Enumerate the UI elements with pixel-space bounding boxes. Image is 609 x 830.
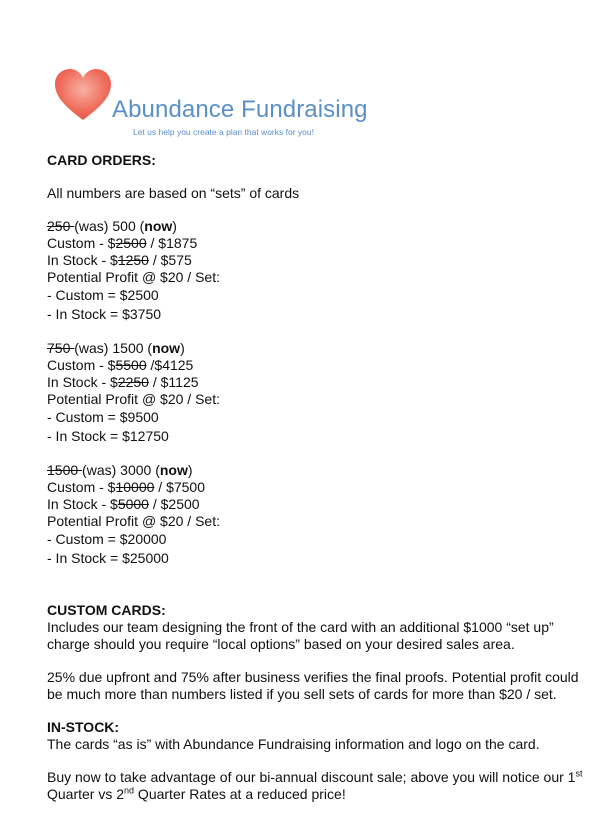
sale-note-part: Buy now to take advantage of our bi-annual discount sale; above you will notice our 1	[47, 769, 576, 785]
was-label: (was)	[74, 340, 113, 356]
brand-tagline: Let us help you create a plan that works for you!	[133, 127, 314, 137]
profit-label: Potential Profit @ $20 / Set:	[47, 391, 220, 407]
sale-note-part: Quarter vs 2	[47, 786, 125, 802]
old-quantity: 250	[47, 218, 75, 234]
now-label: now	[159, 462, 188, 478]
custom-new-price: / $1875	[146, 235, 198, 251]
company-logo	[52, 64, 382, 144]
stock-new-price: / $575	[148, 252, 192, 268]
pricing-tier	[47, 462, 595, 568]
heart-icon	[54, 68, 112, 122]
stock-old-price: 2250	[117, 374, 149, 390]
card-orders-heading: CARD ORDERS:	[47, 152, 156, 168]
now-label: now	[144, 218, 173, 234]
profit-custom: - Custom = $9500	[47, 409, 159, 425]
old-quantity: 1500	[47, 462, 83, 478]
close-paren: )	[187, 462, 193, 478]
custom-cards-heading: CUSTOM CARDS:	[47, 602, 166, 618]
brand-name: Abundance Fundraising	[112, 96, 368, 123]
pricing-tier	[47, 340, 595, 446]
card-orders-intro: All numbers are based on “sets” of cards	[47, 185, 300, 201]
ordinal-suffix: nd	[124, 785, 135, 796]
discount-sale-note	[47, 769, 595, 803]
profit-stock: - In Stock = $12750	[47, 428, 169, 444]
stock-old-price: 1250	[117, 252, 149, 268]
custom-new-price: / $7500	[154, 479, 206, 495]
stock-old-price: 5000	[117, 496, 149, 512]
close-paren: )	[180, 340, 185, 356]
old-quantity: 750	[47, 340, 75, 356]
profit-stock: - In Stock = $25000	[47, 550, 169, 566]
profit-stock: - In Stock = $3750	[47, 306, 162, 322]
new-quantity: 3000 (	[120, 462, 160, 478]
new-quantity: 500 (	[112, 218, 145, 234]
custom-new-price: /$4125	[146, 357, 194, 373]
was-label: (was)	[82, 462, 121, 478]
document-body	[47, 152, 595, 803]
stock-price-label: In Stock - $	[47, 252, 118, 268]
close-paren: )	[172, 218, 177, 234]
custom-cards-description: Includes our team designing the front of the card with an additional $1000 “set up” charge should you require “local options” based on your desired sales area.	[47, 619, 554, 652]
profit-custom: - Custom = $20000	[47, 531, 167, 547]
stock-price-label: In Stock - $	[47, 496, 118, 512]
custom-price-label: Custom - $	[47, 235, 116, 251]
in-stock-heading: IN-STOCK:	[47, 719, 120, 735]
custom-price-label: Custom - $	[47, 479, 116, 495]
custom-cards-payment-terms: 25% due upfront and 75% after business verifies the final proofs. Potential profit could be much more than numbers listed if you sell sets of cards for more than $20 / set.	[47, 669, 579, 702]
custom-price-label: Custom - $	[47, 357, 116, 373]
stock-new-price: / $1125	[148, 374, 199, 390]
pricing-tier	[47, 218, 595, 324]
stock-new-price: / $2500	[148, 496, 200, 512]
profit-label: Potential Profit @ $20 / Set:	[47, 513, 220, 529]
now-label: now	[152, 340, 181, 356]
new-quantity: 1500 (	[112, 340, 153, 356]
profit-custom: - Custom = $2500	[47, 287, 159, 303]
custom-old-price: 5500	[115, 357, 147, 373]
was-label: (was)	[74, 218, 113, 234]
stock-price-label: In Stock - $	[47, 374, 118, 390]
custom-old-price: 10000	[115, 479, 155, 495]
ordinal-suffix: st	[575, 768, 583, 779]
custom-old-price: 2500	[115, 235, 147, 251]
profit-label: Potential Profit @ $20 / Set:	[47, 269, 220, 285]
in-stock-description: The cards “as is” with Abundance Fundraising information and logo on the card.	[47, 736, 540, 752]
sale-note-part: Quarter Rates at a reduced price!	[134, 786, 346, 802]
